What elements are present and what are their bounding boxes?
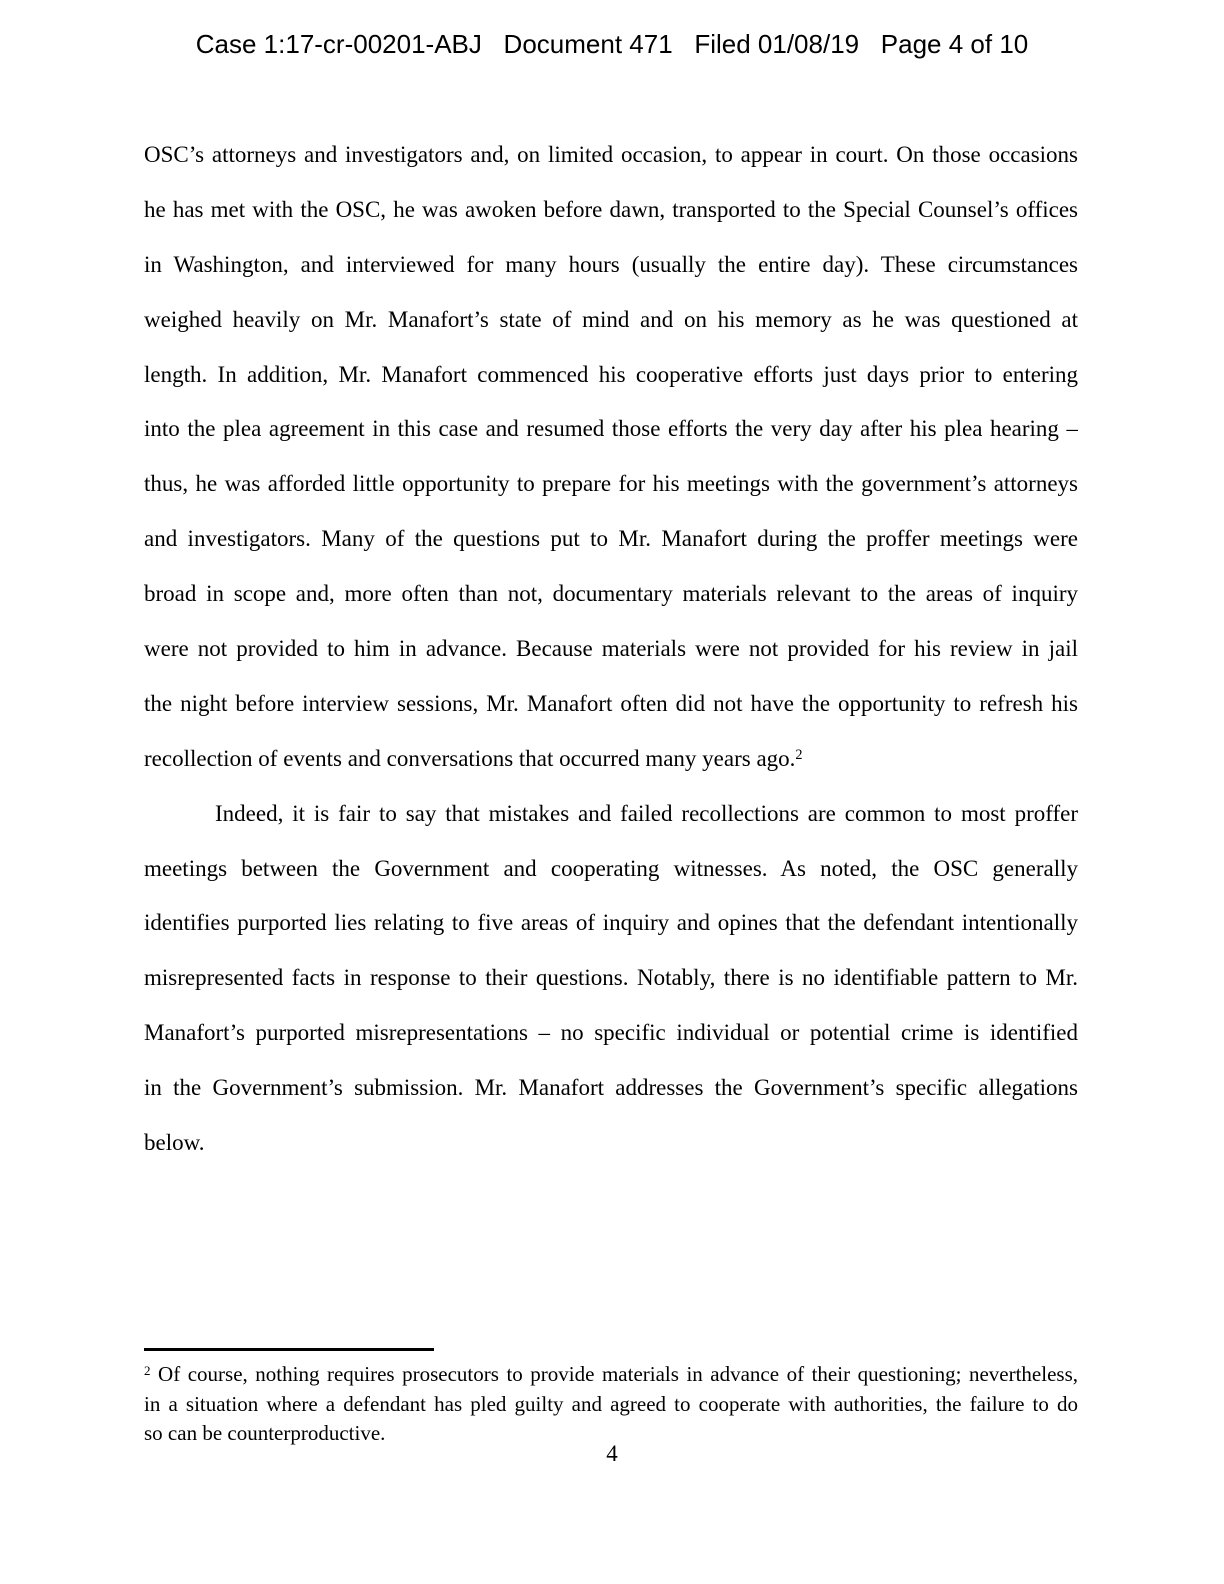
text-line: below. — [144, 1130, 205, 1156]
text-line: $^2$ Of course, nothing requires prosecutors to provide materials in advance of their questioning; nevertheless, — [144, 1362, 1078, 1386]
text-line: in the Government’s submission. Mr. Manafort addresses the Government’s specific allegations — [144, 1075, 1078, 1101]
text-line: so can be counterproductive. — [144, 1421, 386, 1445]
document-body — [144, 128, 1078, 1171]
text-line: length. In addition, Mr. Manafort commenced his cooperative efforts just days prior to entering — [144, 361, 1078, 387]
text-line: recollection of events and conversations that occurred many years ago.$^2$ — [144, 745, 803, 771]
text-line: he has met with the OSC, he was awoken before dawn, transported to the Special Counsel’s offices — [144, 196, 1078, 222]
text-line: into the plea agreement in this case and resumed those efforts the very day after his plea hearing – — [144, 416, 1078, 442]
text-line: were not provided to him in advance. Because materials were not provided for his review in jail — [144, 636, 1078, 662]
text-line: broad in scope and, more often than not, documentary materials relevant to the areas of inquiry — [144, 581, 1078, 607]
text-line: Manafort’s purported misrepresentations – no specific individual or potential crime is identified — [144, 1020, 1078, 1046]
text-line: the night before interview sessions, Mr. Manafort often did not have the opportunity to refresh his — [144, 690, 1078, 716]
text-line: meetings between the Government and cooperating witnesses. As noted, the OSC generally — [144, 855, 1078, 881]
footnote-reference-marker: 2 — [144, 1363, 151, 1379]
text-line: OSC’s attorneys and investigators and, on limited occasion, to appear in court. On those occasions — [144, 142, 1078, 167]
footnote-separator-rule — [144, 1348, 434, 1351]
text-line: and investigators. Many of the questions put to Mr. Manafort during the proffer meetings were — [144, 526, 1078, 552]
paragraph-1 — [144, 128, 1078, 787]
text-line: in a situation where a defendant has pled guilty and agreed to cooperate with authorities, the failure to do — [144, 1391, 1078, 1416]
text-line: identifies purported lies relating to five areas of inquiry and opines that the defendant intentionally — [144, 910, 1078, 936]
footnote-text — [144, 1360, 1078, 1449]
text-line: weighed heavily on Mr. Manafort’s state of mind and on his memory as he was questioned at — [144, 306, 1078, 332]
footnote-reference-marker: 2 — [795, 747, 803, 764]
text-line: Indeed, it is fair to say that mistakes and failed recollections are common to most proffer — [215, 800, 1078, 826]
text-line: in Washington, and interviewed for many hours (usually the entire day). These circumstances — [144, 251, 1078, 277]
text-line: thus, he was afforded little opportunity to prepare for his meetings with the government’s attorneys — [144, 471, 1078, 497]
paragraph-2 — [144, 787, 1078, 1171]
text-line: misrepresented facts in response to their questions. Notably, there is no identifiable pattern to Mr. — [144, 965, 1078, 991]
case-header-stamp: Case 1:17-cr-00201-ABJ Document 471 Filed 01/08/19 Page 4 of 10 — [195, 29, 1029, 59]
page-number: 4 — [606, 1441, 618, 1466]
